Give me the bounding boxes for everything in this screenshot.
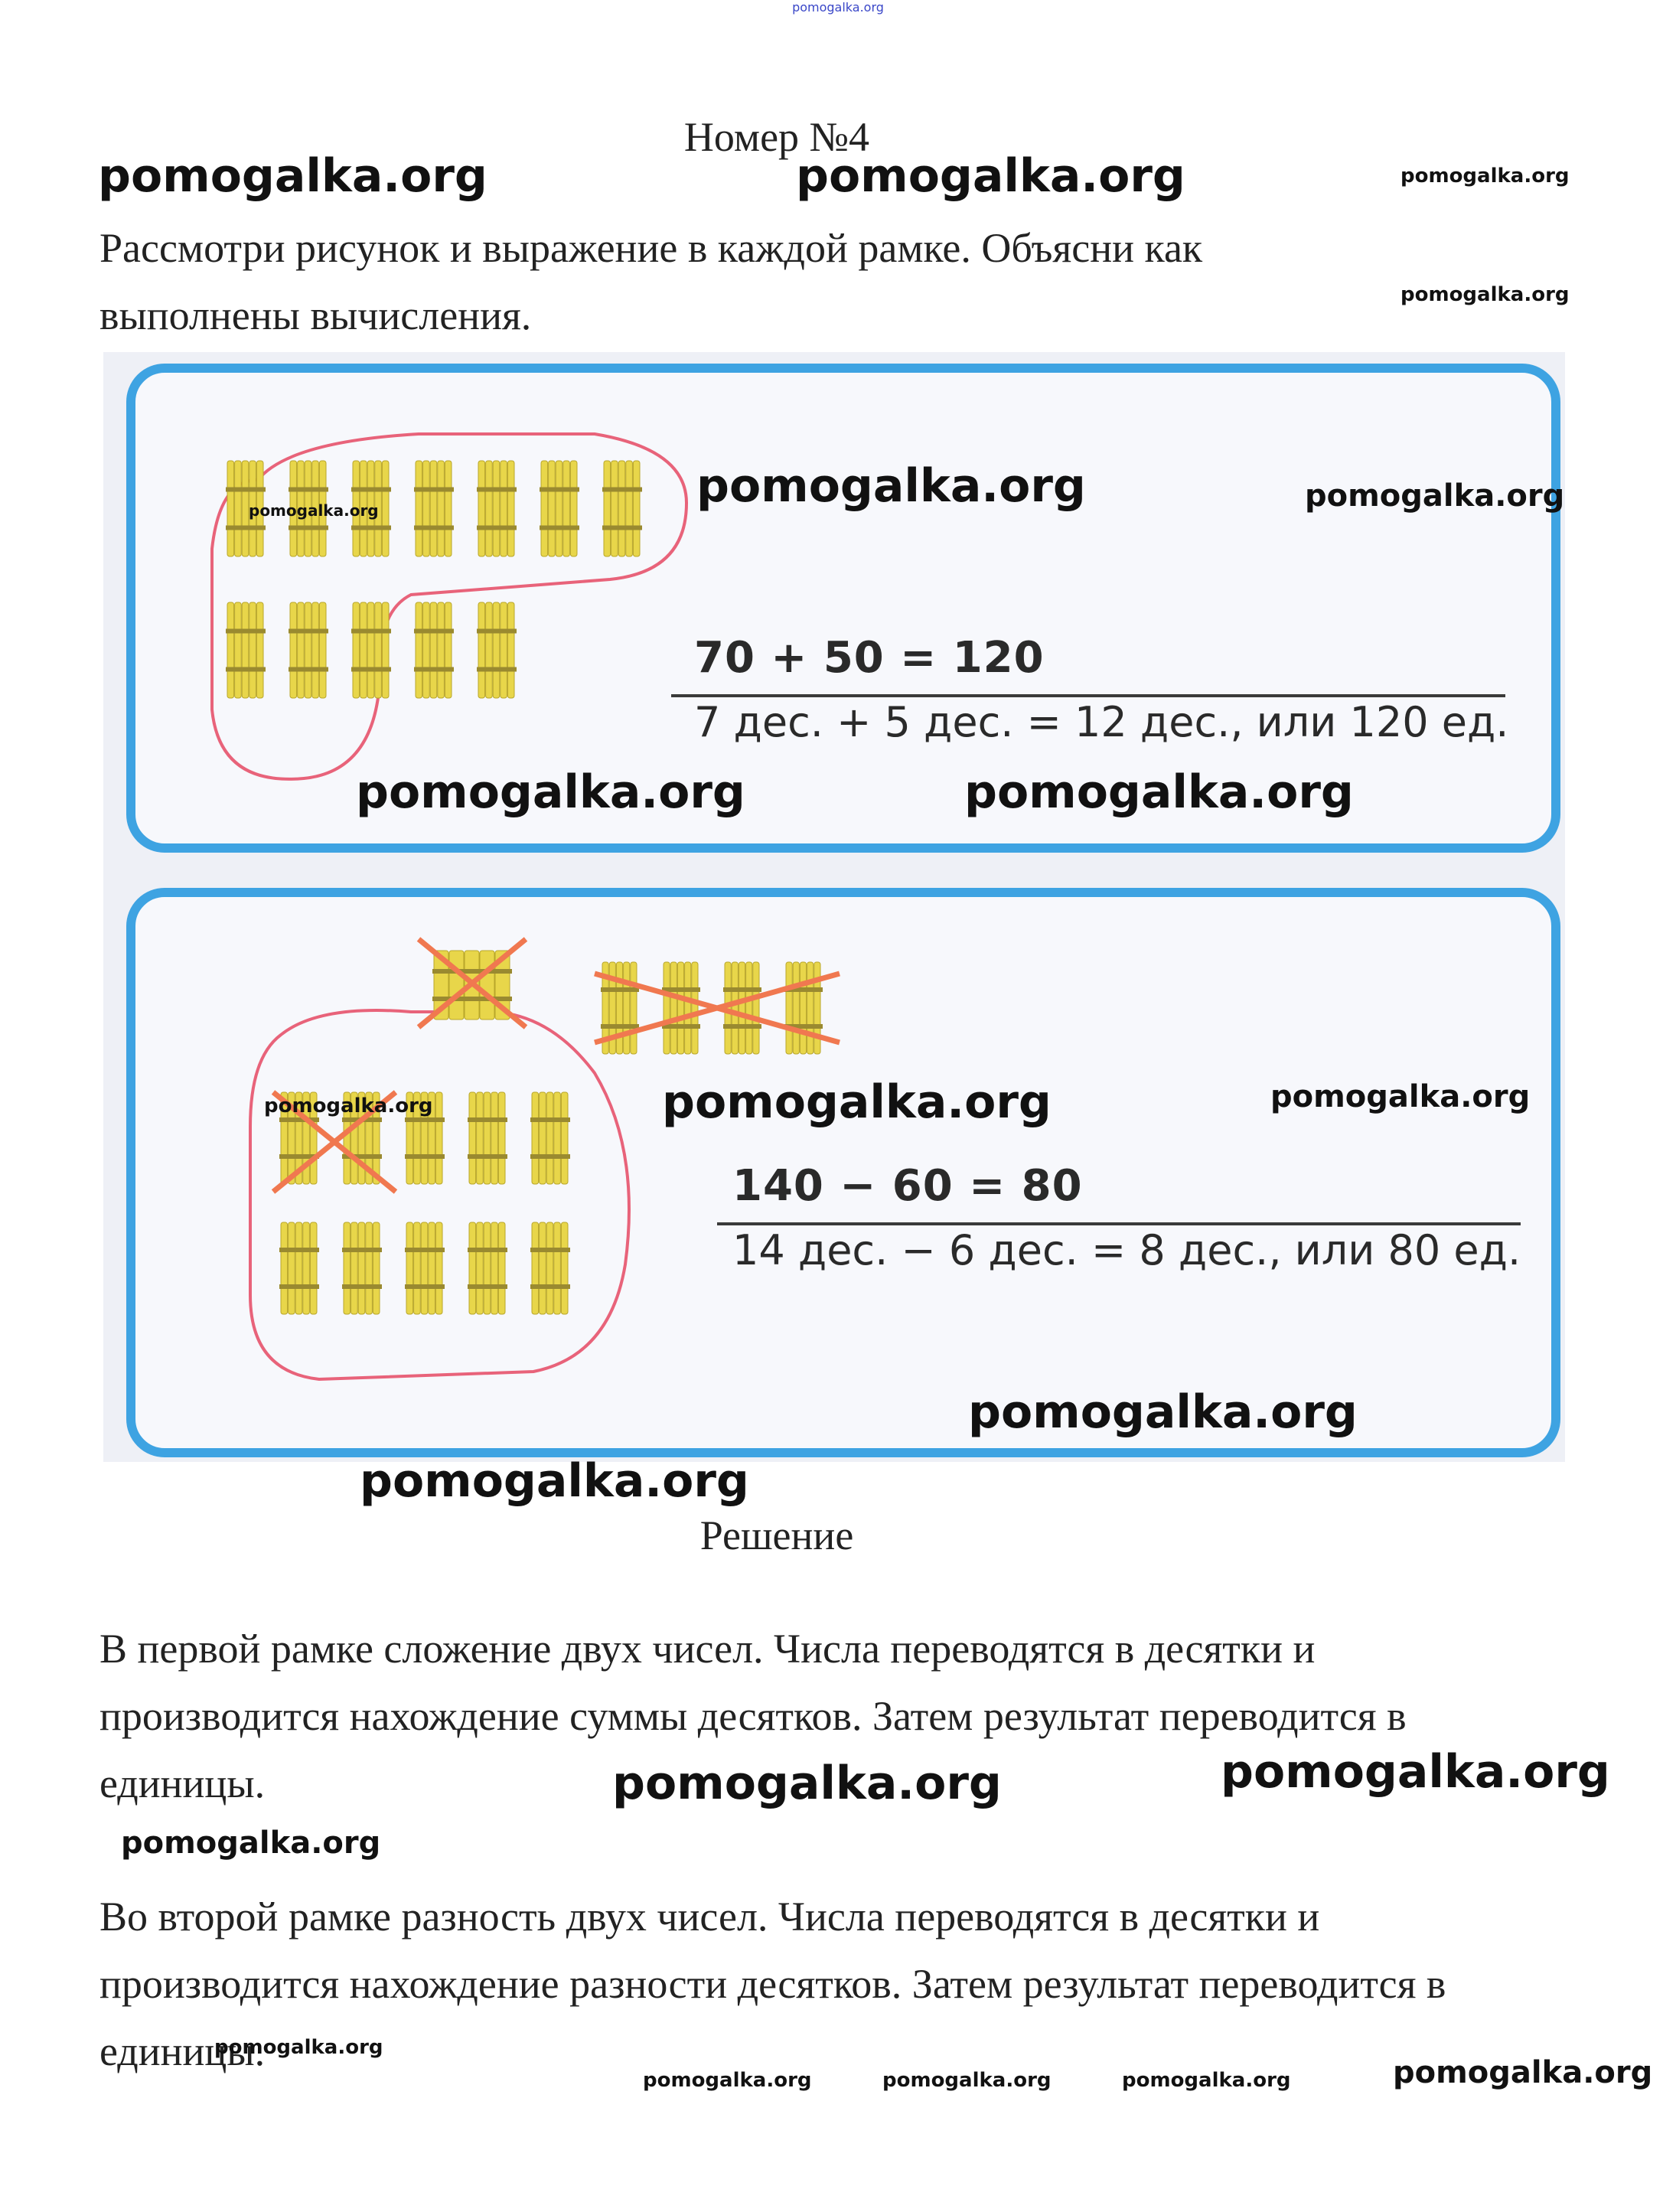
watermark: pomogalka.org <box>964 765 1354 819</box>
stick-bundle <box>602 461 642 556</box>
bundles-illustration-1 <box>166 388 717 817</box>
equation-1-line <box>671 694 1505 697</box>
watermark: pomogalka.org <box>1400 283 1570 306</box>
watermark: pomogalka.org <box>796 149 1185 203</box>
task-text: Рассмотри рисунок и выражение в каждой рамке. Объясни как выполнены вычисления. <box>99 225 1203 338</box>
stick-bundle <box>540 461 579 556</box>
stick-bundle <box>289 602 328 698</box>
watermark: pomogalka.org <box>1393 2055 1653 2090</box>
stick-bundle <box>279 1222 319 1314</box>
watermark: pomogalka.org <box>1122 2069 1291 2092</box>
frame-subtraction <box>126 888 1560 1457</box>
watermark: pomogalka.org <box>1400 165 1570 188</box>
watermark: pomogalka.org <box>662 1075 1052 1129</box>
stick-bundle <box>414 461 454 556</box>
watermark: pomogalka.org <box>121 1825 381 1861</box>
stick-bundle <box>723 962 761 1054</box>
explanation-2: 14 дес. − 6 дес. = 8 дес., или 80 ед. <box>732 1226 1521 1274</box>
stick-bundle <box>351 602 391 698</box>
watermark: pomogalka.org <box>643 2069 812 2092</box>
watermark: pomogalka.org <box>360 1454 749 1508</box>
watermark: pomogalka.org <box>696 459 1086 513</box>
watermark: pomogalka.org <box>1221 1745 1610 1799</box>
stick-bundle <box>468 1222 507 1314</box>
stick-bundle <box>530 1222 570 1314</box>
stick-bundle <box>662 962 700 1054</box>
solution-paragraph-2: Во второй рамке разность двух чисел. Числа переводятся в десятки и производится нахождение разности десятков. Затем результат переводится в единицы. <box>99 1894 1446 2074</box>
stick-bundle <box>226 602 266 698</box>
watermark: pomogalka.org <box>356 765 745 819</box>
stick-bundle <box>477 602 517 698</box>
solution-title: Решение <box>699 1512 854 1558</box>
solution-paragraph-1: В первой рамке сложение двух чисел. Числа переводятся в десятки и производится нахождение суммы десятков. Затем результат переводится в единицы. <box>99 1626 1407 1806</box>
watermark: pomogalka.org <box>264 1095 433 1117</box>
watermark: pomogalka.org <box>882 2069 1052 2092</box>
watermark: pomogalka.org <box>968 1385 1358 1439</box>
watermark: pomogalka.org <box>249 501 379 520</box>
stick-bundle <box>784 962 823 1054</box>
stick-bundle <box>414 602 454 698</box>
stick-bundle <box>405 1222 445 1314</box>
watermark: pomogalka.org <box>98 149 487 203</box>
watermark: pomogalka.org <box>214 2036 383 2059</box>
stick-bundle <box>342 1222 382 1314</box>
watermark: pomogalka.org <box>1305 478 1565 514</box>
stick-bundle <box>468 1092 507 1184</box>
header-watermark: pomogalka.org <box>792 0 884 15</box>
stick-bundle <box>477 461 517 556</box>
equation-2-line <box>717 1222 1521 1225</box>
equation-2: 140 − 60 = 80 <box>732 1161 1083 1211</box>
page-title: Номер №4 <box>683 114 870 160</box>
explanation-1: 7 дес. + 5 дес. = 12 дес., или 120 ед. <box>694 698 1509 746</box>
watermark: pomogalka.org <box>612 1757 1002 1810</box>
watermark: pomogalka.org <box>1270 1079 1531 1114</box>
stick-bundle <box>530 1092 570 1184</box>
equation-1: 70 + 50 = 120 <box>694 633 1045 683</box>
